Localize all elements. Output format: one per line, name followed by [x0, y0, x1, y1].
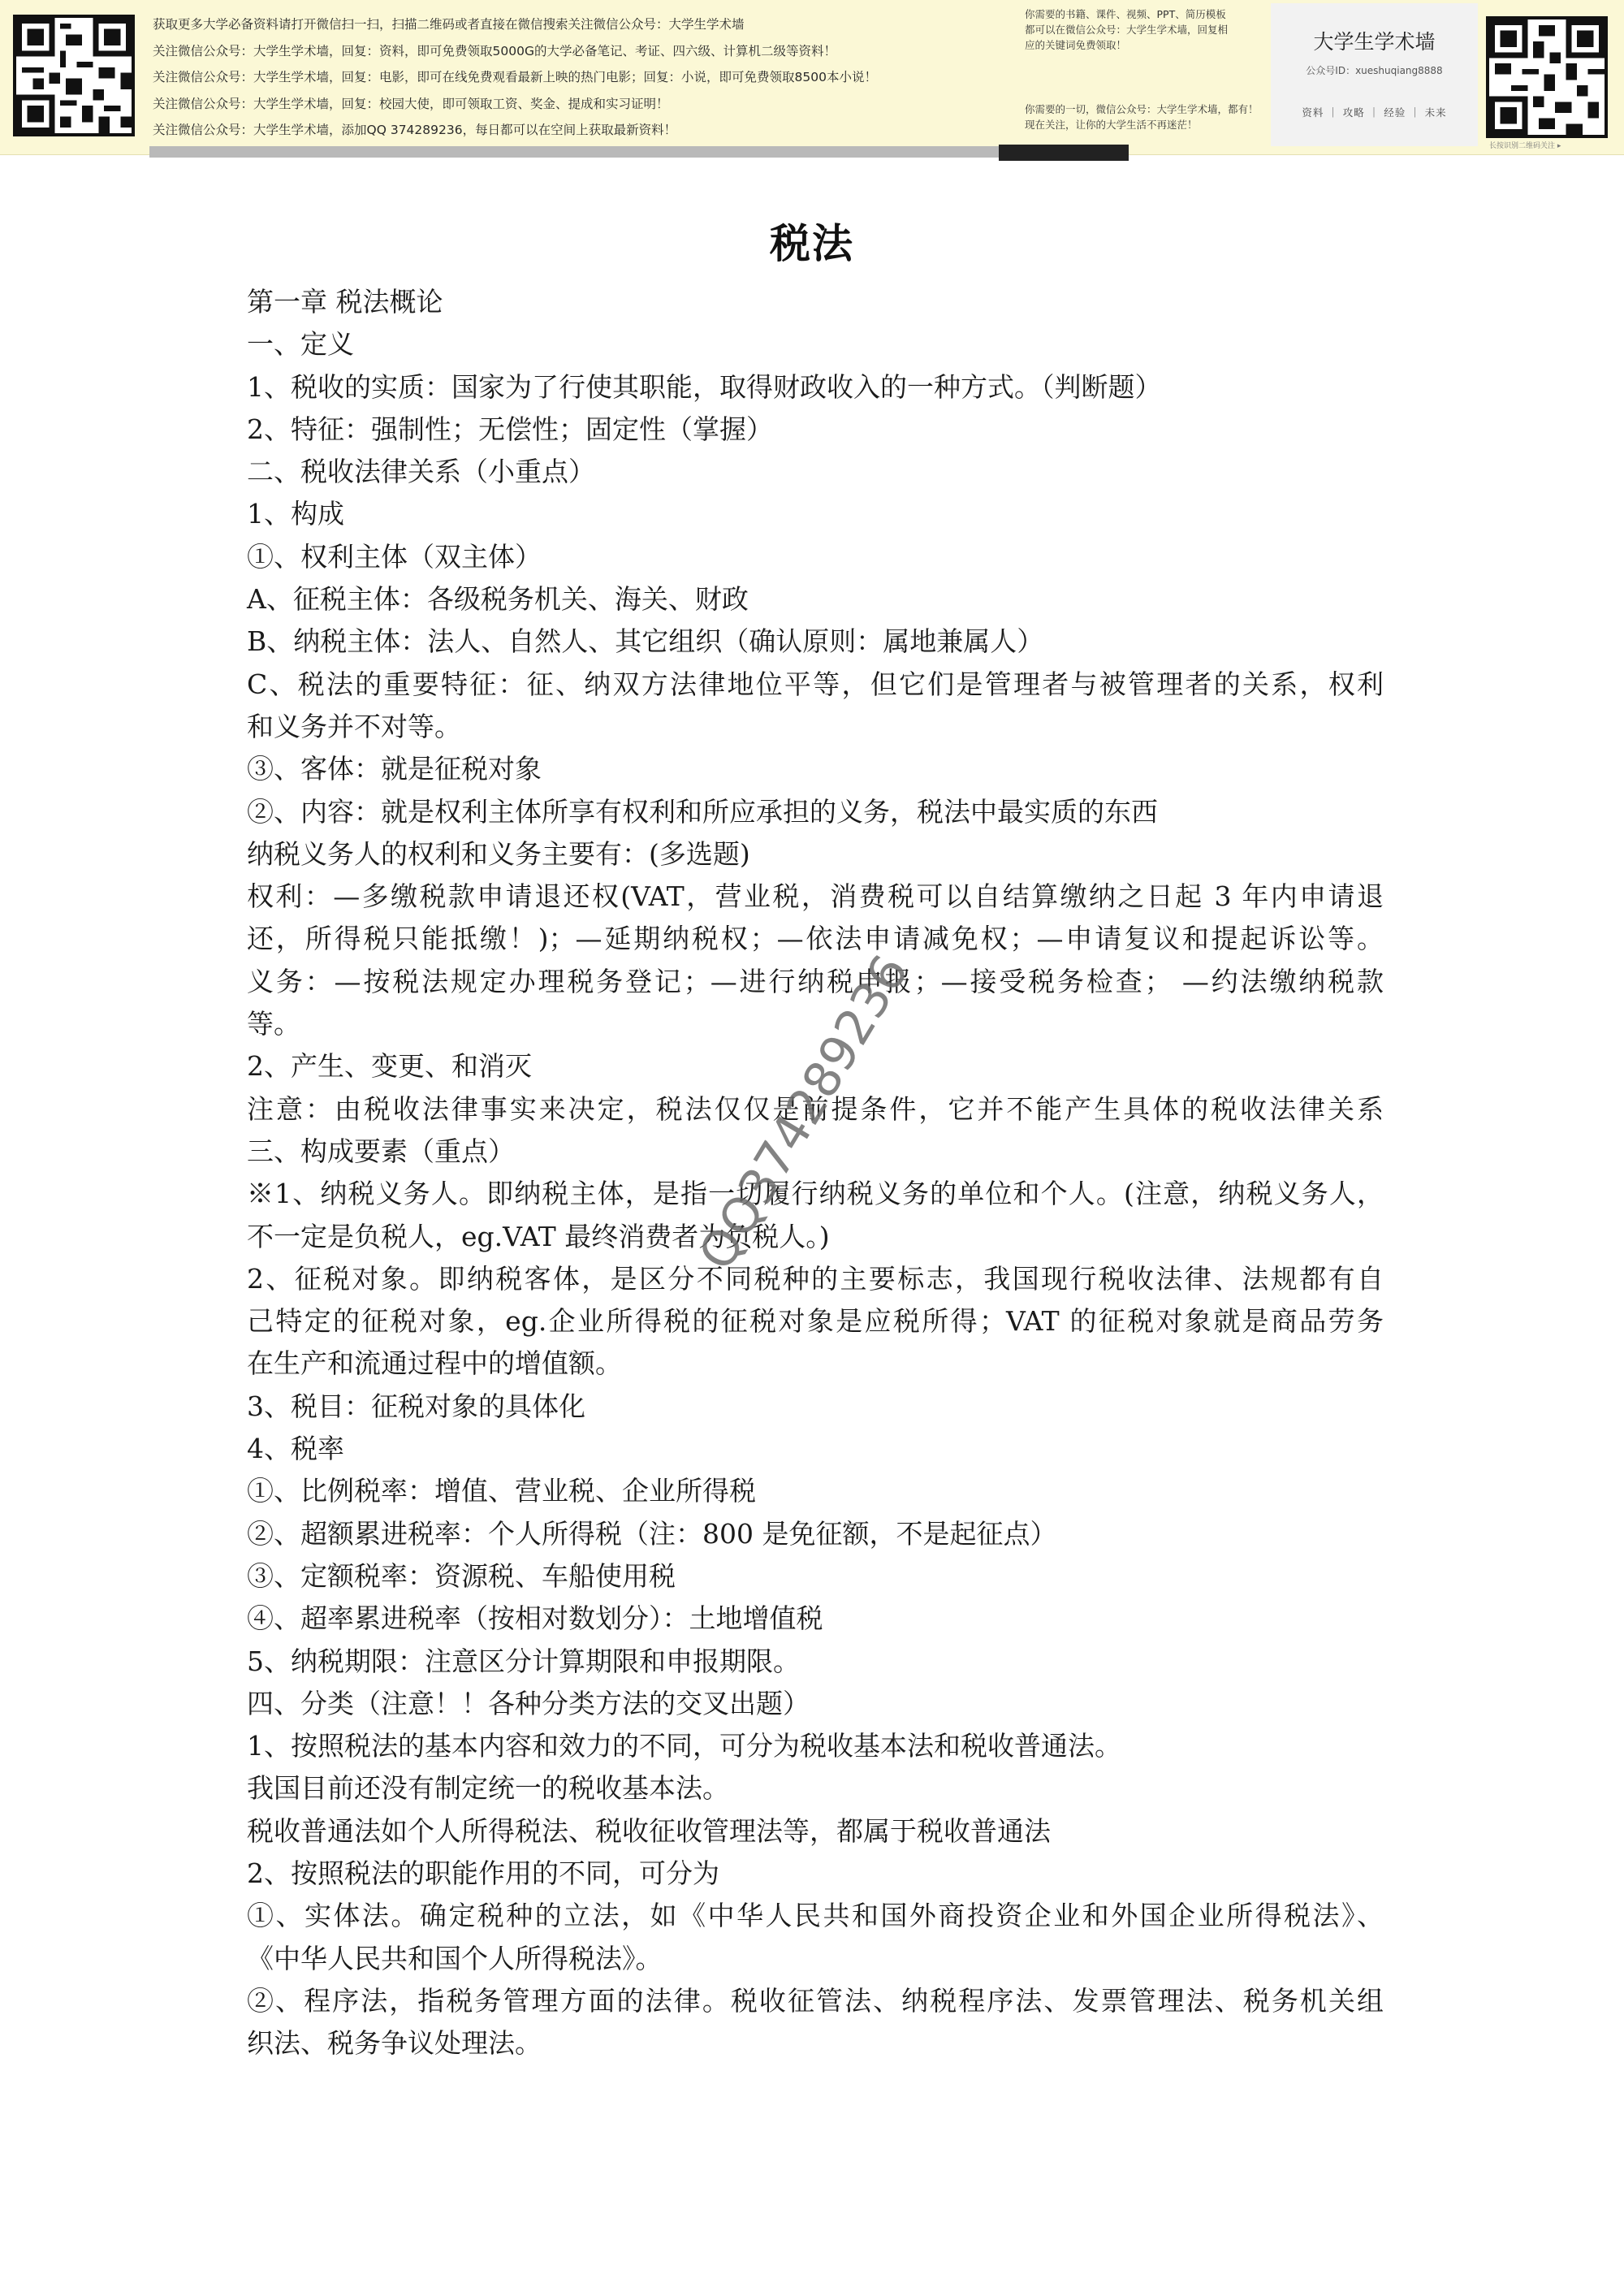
mid-note-line: 应的关键词免费领取！ [1025, 39, 1127, 51]
banner-line: 关注微信公众号：大学生学术墙，添加QQ 374289236，每日都可以在空间上获取最新资料！ [153, 123, 677, 137]
document-line: 我国目前还没有制定统一的税收基本法。 [247, 1772, 729, 1805]
banner-mid-notes [1025, 6, 1268, 132]
document-line: 还，所得税只能抵缴！)；—延期纳税权；—依法申请减免权；—申请复议和提起诉讼等。 [247, 923, 1384, 955]
document-line: 三、构成要素（重点） [247, 1135, 515, 1167]
banner-line: 关注微信公众号：大学生学术墙，回复：电影，即可在线免费观看最新上映的热门电影；回复：小说，即可免费领取8500本小说！ [153, 70, 877, 84]
document-line: 1、构成 [247, 498, 344, 530]
document-line: C、税法的重要特征：征、纳双方法律地位平等，但它们是管理者与被管理者的关系，权利 [247, 668, 1384, 700]
document-line: 《中华人民共和国个人所得税法》。 [247, 1942, 663, 1974]
document-line: 2、产生、变更、和消灭 [247, 1050, 532, 1083]
banner-strip-mark [999, 145, 1129, 161]
document-line: 2、特征：强制性；无偿性；固定性（掌握） [247, 413, 773, 445]
document-line: ②、内容：就是权利主体所享有权利和所应承担的义务，税法中最实质的东西 [247, 795, 1158, 828]
document-line: ①、权利主体（双主体） [247, 540, 542, 573]
document-line: ③、定额税率：资源税、车船使用税 [247, 1559, 676, 1592]
banner-line: 获取更多大学必备资料请打开微信扫一扫，扫描二维码或者直接在微信搜索关注微信公众号：大学生学术墙 [153, 17, 745, 32]
qr-code-icon [16, 18, 132, 133]
mid-note-bottom [1025, 102, 1268, 132]
document-line: ①、比例税率：增值、营业税、企业所得税 [247, 1475, 756, 1507]
document-line: 1、税收的实质：国家为了行使其职能，取得财政收入的一种方式。（判断题） [247, 370, 1162, 403]
document-line: 二、税收法律关系（小重点） [247, 456, 595, 488]
document-line: A、征税主体：各级税务机关、海关、财政 [247, 583, 749, 616]
qr-code-left[interactable] [13, 15, 135, 136]
account-id: 公众号ID：xueshuqiang8888 [1306, 65, 1443, 76]
document-line: ③、客体：就是征税对象 [247, 753, 542, 785]
document-title: 税法 [770, 220, 854, 267]
qq-watermark: QQ374289236 [688, 945, 920, 1280]
document-line: 一、定义 [247, 328, 354, 361]
document-line: 义务：—按税法规定办理税务登记；—进行纳税申报；—接受税务检查； —约法缴纳税款 [247, 965, 1384, 997]
document-line: 税收普通法如个人所得税法、税收征收管理法等，都属于税收普通法 [247, 1814, 1051, 1847]
document-line: 注意：由税收法律事实来决定，税法仅仅是前提条件，它并不能产生具体的税收法律关系 [247, 1092, 1384, 1125]
account-menu-links[interactable]: 资料 ｜ 攻略 ｜ 经验 ｜ 未来 [1302, 106, 1447, 119]
account-name: 大学生学术墙 [1313, 30, 1436, 54]
document-line: 和义务并不对等。 [247, 710, 461, 742]
banner-bottom-strip [149, 146, 1124, 158]
account-card[interactable] [1271, 3, 1478, 146]
banner-line: 关注微信公众号：大学生学术墙，回复：资料，即可免费领取5000G的大学必备笔记、考证、四六级、计算机二级等资料！ [153, 43, 836, 58]
document-line: ①、实体法。确定税种的立法，如《中华人民共和国外商投资企业和外国企业所得税法》、 [247, 1900, 1384, 1932]
mid-note-line: 都可以在微信公众号：大学生学术墙，回复相 [1025, 24, 1229, 36]
qr-code-right[interactable] [1486, 16, 1608, 138]
promo-banner [0, 0, 1624, 155]
mid-note-line: 你需要的书籍、课件、视频、PPT、简历模板 [1025, 8, 1226, 20]
document-line: 2、征税对象。即纳税客体，是区分不同税种的主要标志，我国现行税收法律、法规都有自 [247, 1262, 1384, 1295]
document-line: ④、超率累进税率（按相对数划分）：土地增值税 [247, 1602, 823, 1635]
document-line: 己特定的征税对象，eg.企业所得税的征税对象是应税所得；VAT 的征税对象就是商品劳务 [247, 1305, 1384, 1338]
document-line: 纳税义务人的权利和义务主要有：(多选题) [247, 837, 750, 870]
qr-caption: 长按识别二维码关注 ▸ [1489, 142, 1561, 150]
document-line: 等。 [247, 1008, 300, 1040]
document-line: ②、程序法，指税务管理方面的法律。税收征管法、纳税程序法、发票管理法、税务机关组 [247, 1984, 1384, 2017]
banner-promo-lines [153, 11, 1005, 144]
document-line: 权利：—多缴税款申请退还权(VAT，营业税，消费税可以自结算缴纳之日起 3 年内申请退 [247, 880, 1384, 913]
document-line: 1、按照税法的基本内容和效力的不同，可分为税收基本法和税收普通法。 [247, 1730, 1121, 1762]
document-line: 四、分类（注意！！各种分类方法的交叉出题） [247, 1687, 810, 1719]
document-line: 在生产和流通过程中的增值额。 [247, 1347, 622, 1380]
document-line: 3、税目：征税对象的具体化 [247, 1390, 585, 1422]
document-line: ②、超额累进税率：个人所得税（注：800 是免征额，不是起征点） [247, 1517, 1057, 1550]
document-line: 第一章 税法概论 [247, 286, 443, 318]
document-line: ※1、纳税义务人。即纳税主体，是指一切履行纳税义务的单位和个人。(注意，纳税义务人， [247, 1178, 1384, 1210]
document-line: 4、税率 [247, 1433, 344, 1465]
document-line: 2、按照税法的职能作用的不同，可分为 [247, 1857, 719, 1889]
mid-note-line: 现在关注，让你的大学生活不再迷茫！ [1025, 119, 1198, 131]
banner-line: 关注微信公众号：大学生学术墙，回复：校园大使，即可领取工资、奖金、提成和实习证明！ [153, 96, 669, 111]
document-line: 不一定是负税人，eg.VAT 最终消费者为负税人。) [247, 1220, 830, 1252]
document-line: 5、纳税期限：注意区分计算期限和申报期限。 [247, 1645, 800, 1677]
document-line: 织法、税务争议处理法。 [247, 2027, 542, 2060]
mid-note-line: 你需要的一切，微信公众号：大学生学术墙，都有！ [1025, 103, 1259, 115]
document-line: B、纳税主体：法人、自然人、其它组织（确认原则：属地兼属人） [247, 625, 1044, 658]
document-body [247, 281, 1384, 2065]
qr-code-icon [1489, 19, 1605, 135]
